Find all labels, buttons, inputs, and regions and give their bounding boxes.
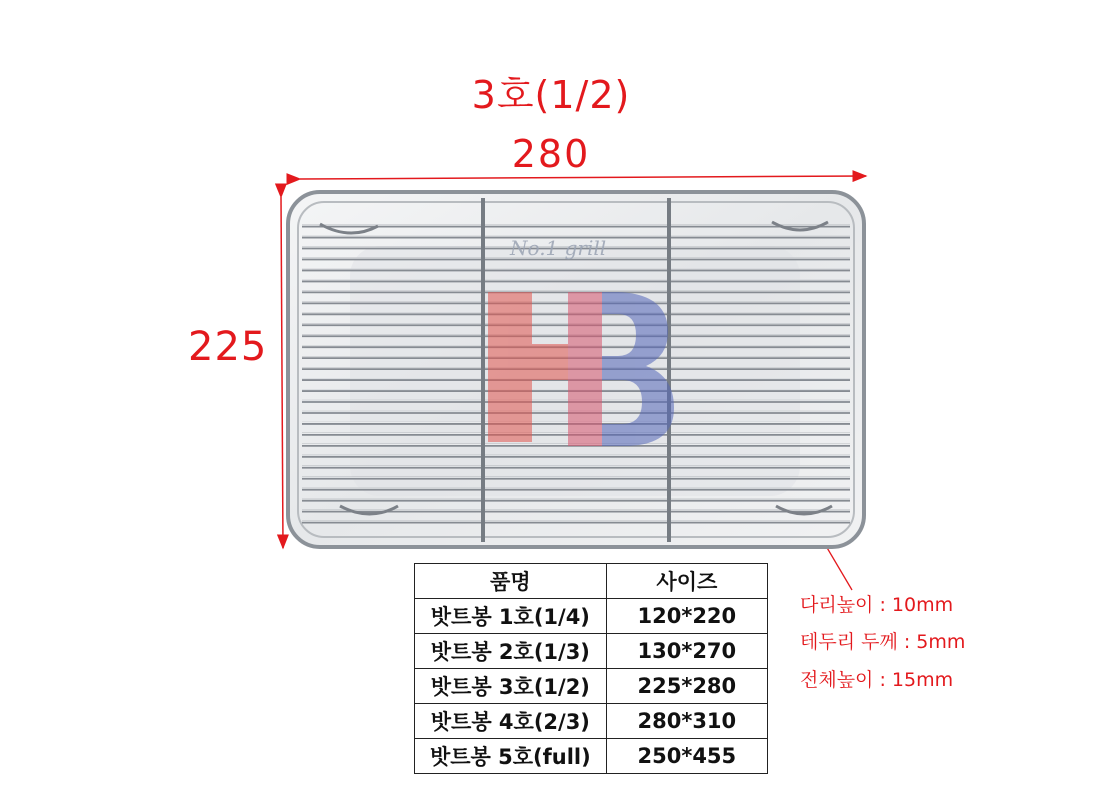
row-product-name: 밧트봉 4호(2/3) — [415, 704, 607, 739]
table-row — [415, 669, 768, 704]
header-product-name: 품명 — [415, 564, 607, 599]
row-size: 130*270 — [606, 634, 767, 669]
row-product-name: 밧트봉 3호(1/2) — [415, 669, 607, 704]
hb-logo-watermark — [488, 284, 678, 454]
table-row — [415, 634, 768, 669]
row-product-name: 밧트봉 5호(full) — [415, 739, 607, 774]
size-spec-table — [414, 563, 768, 774]
note-leg-height: 다리높이 : 10mm — [800, 594, 954, 616]
row-size: 250*455 — [606, 739, 767, 774]
table-row — [415, 599, 768, 634]
table-row — [415, 739, 768, 774]
note-total-height: 전체높이 : 15mm — [800, 669, 954, 691]
row-product-name: 밧트봉 2호(1/3) — [415, 634, 607, 669]
row-product-name: 밧트봉 1호(1/4) — [415, 599, 607, 634]
watermark-text: No.1 grill — [510, 236, 607, 260]
row-size: 120*220 — [606, 599, 767, 634]
height-dimension-label: 225 — [188, 324, 268, 370]
table-header-row — [415, 564, 768, 599]
header-size: 사이즈 — [606, 564, 767, 599]
table-row — [415, 704, 768, 739]
note-rim-thickness: 테두리 두께 : 5mm — [800, 631, 966, 653]
width-dimension-label: 280 — [511, 132, 591, 176]
product-title: 3호(1/2) — [471, 73, 631, 117]
width-arrow — [300, 176, 866, 179]
row-size: 280*310 — [606, 704, 767, 739]
row-size: 225*280 — [606, 669, 767, 704]
